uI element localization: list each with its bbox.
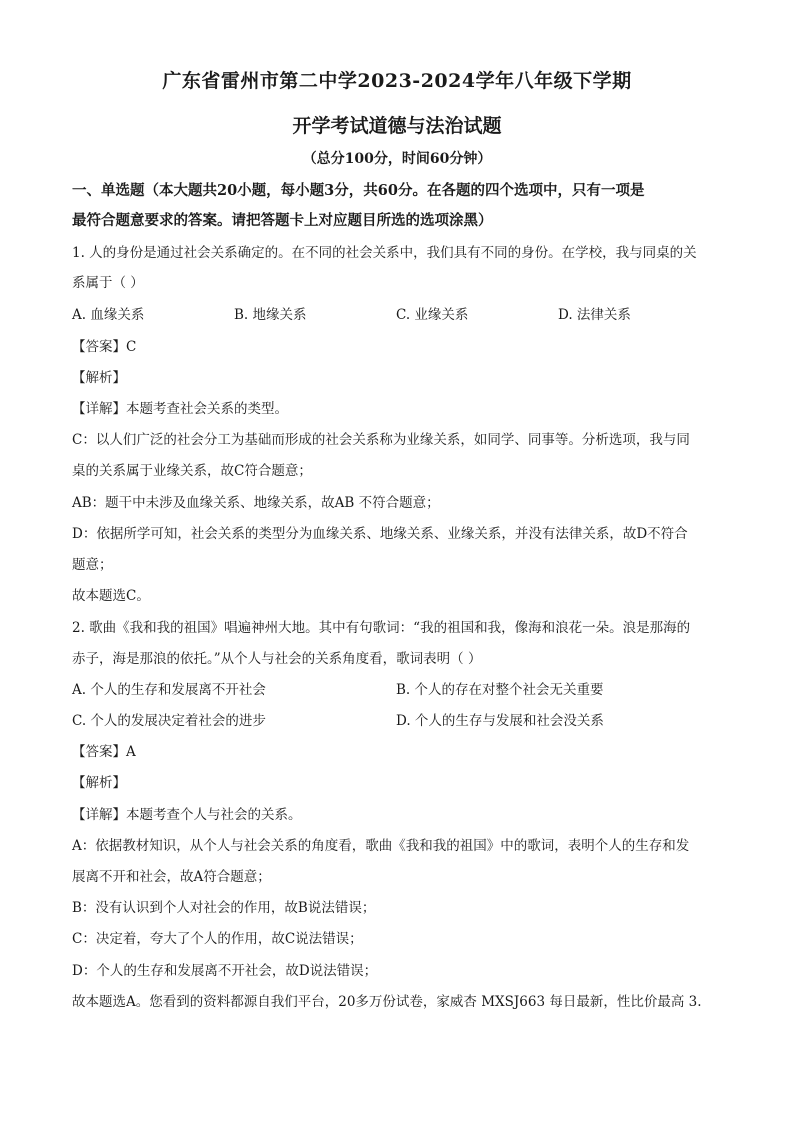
q1-stem-line2: 系属于（ ） bbox=[72, 275, 144, 291]
q1-answer: 【答案】C bbox=[72, 339, 137, 355]
q2-analysis-label: 【解析】 bbox=[72, 775, 126, 791]
q1-explain-ab: AB：题干中未涉及血缘关系、地缘关系，故AB 不符合题意； bbox=[72, 495, 440, 511]
q2-stem-line2: 赤子，海是那浪的依托。”从个人与社会的关系角度看，歌词表明（ ） bbox=[72, 651, 482, 667]
q1-option-a: A. 血缘关系 bbox=[72, 307, 145, 323]
q2-explain-c: C：决定着，夸大了个人的作用，故C说法错误； bbox=[72, 931, 363, 947]
q1-explain-c-line2: 桌的关系属于业缘关系，故C符合题意； bbox=[72, 463, 312, 479]
q1-analysis-label: 【解析】 bbox=[72, 370, 126, 386]
doc-title-line2: 开学考试道德与法治试题 bbox=[292, 115, 502, 137]
section-heading-line2: 最符合题意要求的答案。请把答题卡上对应题目所选的选项涂黑） bbox=[72, 212, 493, 229]
q1-explain-d-line1: D：依据所学可知，社会关系的类型分为血缘关系、地缘关系、业缘关系，并没有法律关系，故D不符合 bbox=[72, 526, 688, 542]
doc-title-line1: 广东省雷州市第二中学2023-2024学年八年级下学期 bbox=[162, 70, 632, 92]
q2-explain-d: D：个人的生存和发展离不开社会，故D说法错误； bbox=[72, 963, 378, 979]
q1-stem-line1: 1. 人的身份是通过社会关系确定的。在不同的社会关系中，我们具有不同的身份。在学校，我与同桌的关 bbox=[72, 245, 697, 261]
q1-conclusion: 故本题选C。 bbox=[72, 588, 150, 604]
q2-stem-line1: 2. 歌曲《我和我的祖国》唱遍神州大地。其中有句歌词：“我的祖国和我，像海和浪花一朵。浪是那海的 bbox=[72, 620, 691, 636]
q1-explain-c-line1: C：以人们广泛的社会分工为基础而形成的社会关系称为业缘关系，如同学、同事等。分析选项，我与同 bbox=[72, 432, 690, 448]
q2-option-c: C. 个人的发展决定着社会的进步 bbox=[72, 713, 266, 729]
q2-explain-b: B：没有认识到个人对社会的作用，故B说法错误； bbox=[72, 900, 376, 916]
q1-option-b: B. 地缘关系 bbox=[234, 307, 307, 323]
q2-answer: 【答案】A bbox=[72, 744, 136, 760]
q2-option-d: D. 个人的生存与发展和社会没关系 bbox=[396, 713, 604, 729]
q2-explain-a-line1: A：依据教材知识，从个人与社会关系的角度看，歌曲《我和我的祖国》中的歌词，表明个人的生存和发 bbox=[72, 838, 690, 854]
q2-detail: 【详解】本题考查个人与社会的关系。 bbox=[72, 807, 302, 823]
doc-subtitle: （总分100分，时间60分钟） bbox=[302, 151, 492, 167]
q2-option-b: B. 个人的存在对整个社会无关重要 bbox=[396, 682, 604, 698]
q2-explain-a-line2: 展离不开和社会，故A符合题意； bbox=[72, 869, 271, 885]
q1-explain-d-line2: 题意； bbox=[72, 557, 113, 573]
q1-option-d: D. 法律关系 bbox=[558, 307, 631, 323]
q1-option-c: C. 业缘关系 bbox=[396, 307, 469, 323]
q2-conclusion: 故本题选A。您看到的资料都源自我们平台，20多万份试卷，家威杏 MXSJ663 每日最新，性比价最高 3. bbox=[72, 994, 702, 1010]
q1-detail: 【详解】本题考查社会关系的类型。 bbox=[72, 401, 288, 417]
q2-option-a: A. 个人的生存和发展离不开社会 bbox=[72, 682, 266, 698]
section-heading-line1: 一、单选题（本大题共20小题，每小题3分，共60分。在各题的四个选项中，只有一项是 bbox=[72, 182, 645, 199]
